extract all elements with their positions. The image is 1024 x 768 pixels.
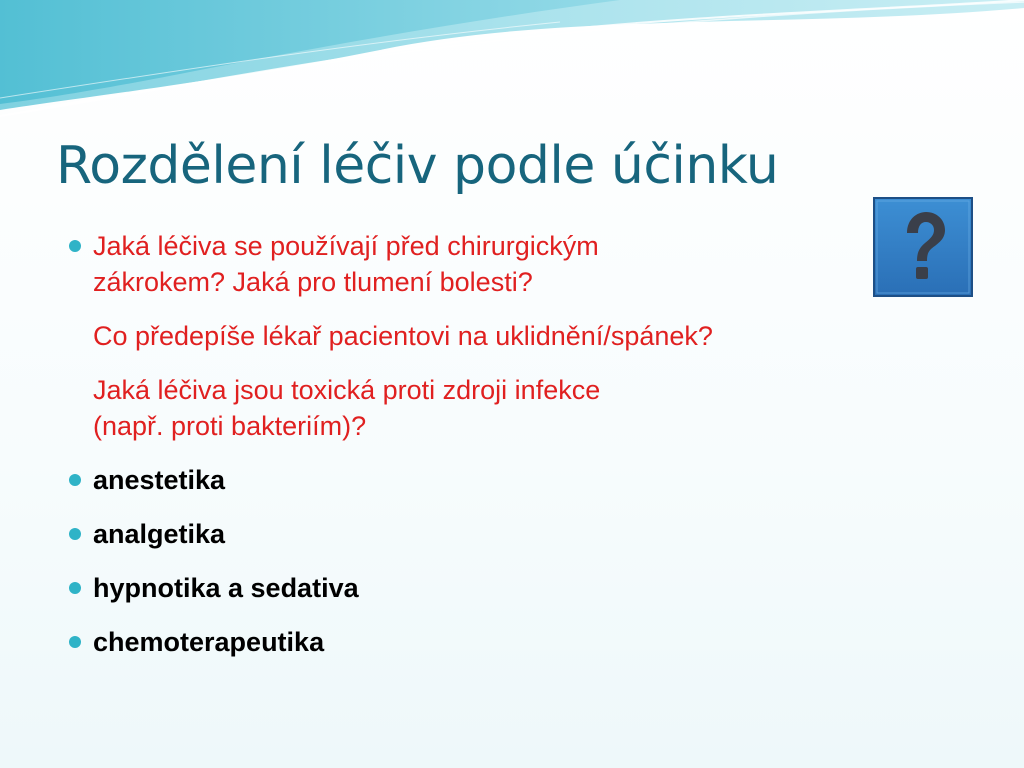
bullet-dot-icon <box>69 474 81 486</box>
bullet-dot-icon <box>69 240 81 252</box>
bullet-dot-icon <box>69 636 81 648</box>
question-line: Jaká léčiva jsou toxická proti zdroji infekce <box>93 375 601 405</box>
list-item <box>66 516 966 552</box>
category-label: hypnotika a sedativa <box>93 573 359 603</box>
list-item <box>66 624 966 660</box>
category-label: chemoterapeutika <box>93 627 325 657</box>
slide-title: Rozdělení léčiv podle účinku <box>56 136 779 196</box>
category-label: anestetika <box>93 465 226 495</box>
category-label: analgetika <box>93 519 226 549</box>
bullet-dot-icon <box>69 528 81 540</box>
bullet-list <box>66 228 966 660</box>
list-item <box>66 462 966 498</box>
question-block <box>93 228 966 444</box>
question-line: Jaká léčiva se používají před chirurgickým <box>93 231 599 261</box>
list-item <box>66 570 966 606</box>
question-line: zákrokem? Jaká pro tlumení bolesti? <box>93 267 533 297</box>
bullet-dot-icon <box>69 582 81 594</box>
list-item-questions <box>66 228 966 444</box>
decorative-wave-header <box>0 0 1024 120</box>
question-line: Co předepíše lékař pacientovi na uklidnění/spánek? <box>93 321 713 351</box>
question-line: (např. proti bakteriím)? <box>93 411 367 441</box>
